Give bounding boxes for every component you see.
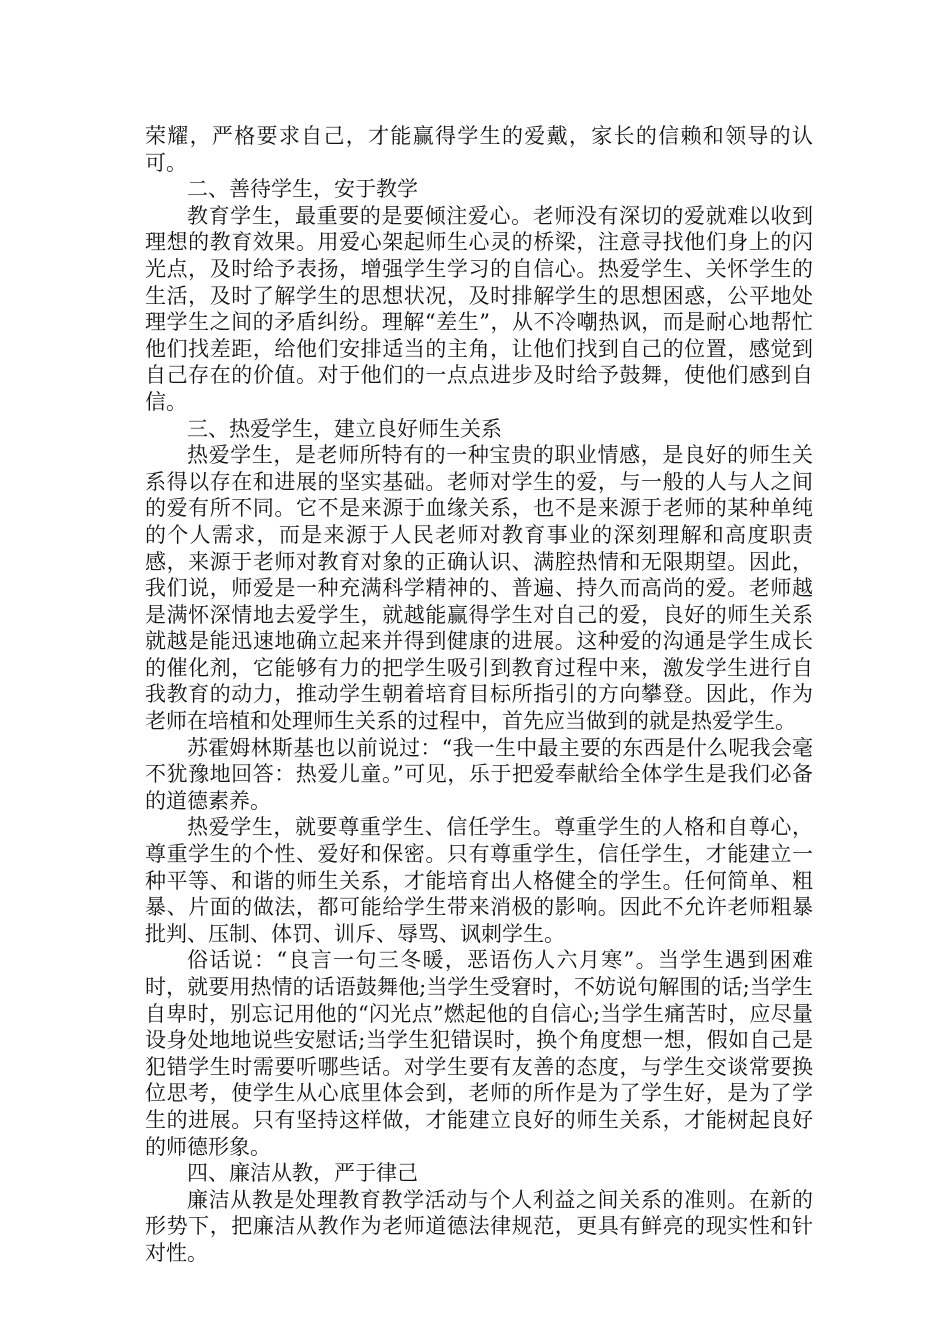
paragraph: 热爱学生，就要尊重学生、信任学生。尊重学生的人格和自尊心，尊重学生的个性、爱好和保密。只有尊重学生，信任学生，才能建立一种平等、和谐的师生关系，才能培育出人格健全的学生。任何简单、粗暴、片面的做法，都可能给学生带来消极的影响。因此不允许老师粗暴批判、压制、体罚、训斥、辱骂、讽刺学生。 xyxy=(145,815,813,946)
paragraph: 廉洁从教是处理教育教学活动与个人利益之间关系的准则。在新的形势下，把廉洁从教作为老师道德法律规范，更具有鲜亮的现实性和针对性。 xyxy=(145,1187,813,1265)
section-heading-2: 二、善待学生，安于教学 xyxy=(187,177,418,202)
paragraph-continued: 荣耀，严格要求自己，才能赢得学生的爱戴，家长的信赖和领导的认可。 xyxy=(145,124,813,175)
paragraph: 教育学生，最重要的是要倾注爱心。老师没有深切的爱就难以收到理想的教育效果。用爱心架起师生心灵的桥梁，注意寻找他们身上的闪光点，及时给予表扬，增强学生学习的自信心。热爱学生、关怀学生的生活，及时了解学生的思想状况，及时排解学生的思想困惑，公平地处理学生之间的矛盾纠纷。理解“差生”，从不冷嘲热讽，而是耐心地帮忙他们找差距，给他们安排适当的主角，让他们找到自己的位置，感觉到自己存在的价值。对于他们的一点点进步及时给予鼓舞，使他们感到自信。 xyxy=(145,203,813,414)
paragraph: 热爱学生，是老师所特有的一种宝贵的职业情感，是良好的师生关系得以存在和进展的坚实基础。老师对学生的爱，与一般的人与人之间的爱有所不同。它不是来源于血缘关系，也不是来源于老师的某种单纯的个人需求，而是来源于人民老师对教育事业的深刻理解和高度职责感，来源于老师对教育对象的正确认识、满腔热情和无限期望。因此，我们说，师爱是一种充满科学精神的、普遍、持久而高尚的爱。老师越是满怀深情地去爱学生，就越能赢得学生对自己的爱，良好的师生关系就越是能迅速地确立起来并得到健康的进展。这种爱的沟通是学生成长的催化剂，它能够有力的把学生吸引到教育过程中来，激发学生进行自我教育的动力，推动学生朝着培育目标所指引的方向攀登。因此，作为老师在培植和处理师生关系的过程中，首先应当做到的就是热爱学生。 xyxy=(145,443,813,734)
section-heading-3: 三、热爱学生，建立良好师生关系 xyxy=(187,416,502,441)
document-page xyxy=(145,123,813,1267)
section-heading-4: 四、廉洁从教，严于律己 xyxy=(187,1161,418,1186)
paragraph: 苏霍姆林斯基也以前说过：“我一生中最主要的东西是什么呢我会毫不犹豫地回答：热爱儿童。”可见，乐于把爱奉献给全体学生是我们必备的道德素养。 xyxy=(145,735,813,813)
paragraph: 俗话说：“良言一句三冬暖，恶语伤人六月寒”。当学生遇到困难时，就要用热情的话语鼓舞他;当学生受窘时，不妨说句解围的话;当学生自卑时，别忘记用他的“闪光点”燃起他的自信心;当学生痛苦时，应尽量设身处地地说些安慰话;当学生犯错误时，换个角度想一想，假如自己是犯错学生时需要听哪些话。对学生要有友善的态度，与学生交谈常要换位思考，使学生从心底里体会到，老师的所作是为了学生好，是为了学生的进展。只有坚持这样做，才能建立良好的师生关系，才能树起良好的师德形象。 xyxy=(145,948,813,1159)
